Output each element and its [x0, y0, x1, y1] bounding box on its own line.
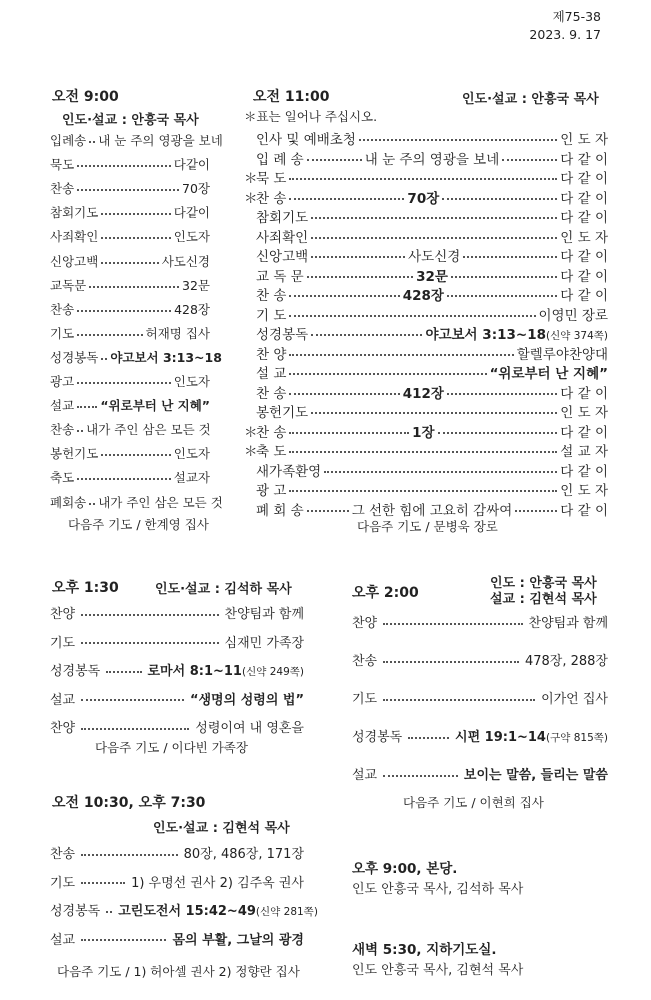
order-label: 찬양 [50, 721, 76, 736]
order-label: 찬 송 [256, 424, 287, 441]
service-leader: 인도 : 안흥국 목사 [490, 576, 597, 591]
order-row [244, 479, 608, 499]
order-label: 설교 [50, 932, 76, 948]
order-row [50, 372, 210, 390]
order-value: 인 도 자 [560, 483, 608, 499]
order-label: 입 례 송 [256, 151, 304, 168]
order-label: 성경봉독 [50, 904, 101, 919]
order-row [50, 493, 223, 511]
order-row [50, 900, 318, 919]
order-label: 폐회송 [50, 494, 87, 510]
leader-dots [101, 262, 158, 264]
order-value: 설 교 자 [560, 444, 608, 460]
order-detail: 1장 [412, 424, 435, 441]
order-value: 로마서 8:1~11 [147, 664, 242, 679]
leader-dots [311, 237, 557, 239]
order-label: 성경봉독 [50, 349, 99, 365]
leader-dots [307, 159, 362, 161]
leader-dots [463, 256, 557, 258]
leader-dots [101, 213, 170, 215]
leader-dots [289, 315, 535, 317]
order-value: 70장 [182, 181, 210, 197]
order-value: 할렐루야찬양대 [516, 346, 608, 363]
order-row [50, 131, 223, 149]
leader-dots [307, 276, 413, 278]
order-label: 찬양 [352, 616, 378, 631]
service-leader: 인도·설교 : 안흥국 목사 [462, 92, 599, 107]
order-value: 다 같 이 [560, 268, 609, 285]
leader-dots [515, 510, 557, 512]
order-value: 내 눈 주의 영광을 보네 [98, 133, 223, 148]
order-value: 이가언 집사 [541, 692, 608, 707]
order-row [244, 245, 608, 265]
leader-dots [289, 198, 404, 200]
order-detail: 70장 [407, 190, 440, 207]
order-value: 야고보서 3:13~18 [425, 327, 546, 343]
next-week-prayer: 다음주 기도 / 1) 허아셀 권사 2) 정향란 집사 [57, 964, 300, 979]
order-detail: 32문 [416, 268, 448, 285]
leader-dots [89, 503, 95, 505]
leader-dots [101, 237, 170, 239]
order-label: 설교 [50, 692, 76, 708]
order-label: 찬 양 [256, 346, 287, 363]
order-label: 봉헌기도 [50, 446, 99, 462]
leader-dots [451, 276, 557, 278]
leader-dots [77, 406, 97, 408]
order-value: 설교자 [173, 470, 210, 486]
leader-dots [383, 775, 458, 777]
leader-dots [81, 939, 166, 941]
leader-dots [447, 295, 557, 297]
service-title: 오전 9:00 [52, 89, 119, 105]
order-label: 기도 [50, 875, 76, 891]
order-row [50, 203, 210, 221]
leader-dots [77, 430, 83, 432]
leader-dots [106, 671, 141, 673]
order-row [352, 764, 608, 783]
order-value: 인 도 자 [560, 229, 608, 246]
order-row [244, 206, 608, 226]
order-label: 찬 송 [256, 288, 287, 304]
order-value: 인 도 자 [560, 405, 608, 421]
leader-dots [289, 373, 486, 375]
order-label: 입례송 [50, 133, 87, 148]
service-leader: 인도 안흥국 목사, 김석하 목사 [352, 882, 524, 897]
leader-dots [101, 454, 170, 456]
order-value: 성령이여 내 영혼을 [195, 721, 304, 736]
order-row [244, 343, 608, 363]
order-label: 기 도 [256, 307, 287, 324]
order-label: 기도 [50, 635, 76, 651]
order-row [244, 440, 608, 460]
leader-dots [77, 189, 179, 191]
order-value: 다 같 이 [560, 151, 609, 168]
order-value: 다 같 이 [560, 424, 608, 441]
order-value: 32문 [182, 277, 210, 293]
order-row [50, 179, 210, 197]
order-value: 다 같 이 [560, 502, 608, 519]
order-row [50, 689, 304, 708]
order-label: 설교 [352, 768, 378, 783]
order-detail: 내 눈 주의 영광을 보네 [364, 151, 500, 168]
order-value: 다 같 이 [560, 171, 608, 187]
order-label: 찬송 [50, 301, 75, 317]
order-row [50, 420, 210, 438]
standing-mark: ＊ [244, 424, 258, 441]
order-value: 내가 주인 삼은 모든 것 [86, 422, 211, 438]
order-label: 새가족환영 [256, 463, 322, 480]
issue-number: 제75-38 [552, 9, 601, 24]
order-value: “위로부터 난 지혜” [100, 398, 210, 414]
order-label: 참회기도 [256, 210, 309, 226]
page-ref: (구약 815쪽) [545, 732, 608, 744]
leader-dots [311, 256, 405, 258]
leader-dots [502, 159, 557, 161]
order-value: 다 같 이 [560, 288, 609, 304]
order-value: 다 같 이 [560, 249, 608, 265]
service-title: 오전 11:00 [253, 89, 330, 105]
order-detail: 사도신경 [408, 249, 461, 265]
leader-dots [81, 882, 125, 884]
order-row [50, 660, 304, 679]
order-row [244, 167, 608, 187]
order-label: 광고 [50, 374, 75, 389]
leader-dots [289, 295, 399, 297]
issue-info [529, 8, 601, 44]
order-label: 찬양 [50, 607, 76, 622]
next-week-prayer: 다음주 기도 / 이현희 집사 [403, 795, 544, 810]
order-value: 야고보서 3:13~18 [110, 349, 222, 365]
order-row [244, 382, 608, 402]
leader-dots [442, 198, 557, 200]
order-label: 교 독 문 [256, 268, 304, 285]
service-leader: 인도·설교 : 김석하 목사 [155, 582, 292, 597]
service-preacher: 설교 : 김현석 목사 [490, 592, 597, 607]
order-label: 성경봉독 [50, 664, 101, 679]
order-value: 다 같 이 [560, 210, 608, 226]
leader-dots [81, 854, 178, 856]
leader-dots [81, 728, 189, 730]
order-label: 축도 [50, 470, 75, 486]
order-label: 설 교 [256, 366, 287, 382]
order-row [50, 843, 304, 862]
order-label: 신앙고백 [50, 253, 99, 269]
order-value: 몸의 부활, 그날의 광경 [172, 932, 304, 948]
order-label: 인사 및 예배초청 [256, 132, 356, 148]
order-value: “생명의 성령의 법” [189, 692, 304, 708]
order-value: 심재민 가족장 [224, 635, 304, 651]
order-value: 80장, 486장, 171장 [183, 847, 304, 862]
order-detail: 412장 [402, 385, 444, 402]
leader-dots [289, 178, 557, 180]
service-leader: 인도 안흥국 목사, 김현석 목사 [352, 963, 524, 978]
leader-dots [289, 451, 557, 453]
order-row [50, 276, 210, 294]
order-row [50, 632, 304, 651]
order-row [244, 401, 608, 421]
order-row [50, 252, 210, 270]
order-label: 참회기도 [50, 205, 99, 221]
order-row [50, 300, 210, 318]
order-row [352, 612, 608, 631]
order-row [244, 148, 608, 168]
order-value: 사도신경 [161, 253, 210, 269]
service-title: 오후 9:00, 본당. [352, 861, 458, 877]
order-label: 성경봉독 [256, 327, 309, 343]
order-value: 다같이 [173, 205, 210, 221]
standing-mark: ＊ [244, 171, 258, 187]
order-detail: 그 선한 힘에 고요히 감싸여 [351, 502, 513, 519]
leader-dots [81, 642, 218, 644]
leader-dots [289, 354, 513, 356]
leader-dots [408, 737, 449, 739]
order-row [244, 323, 608, 343]
order-label: 기도 [352, 692, 378, 707]
leader-dots [383, 699, 535, 701]
standing-notice: ＊표는 일어나 주십시오. [244, 109, 378, 124]
order-label: 봉헌기도 [256, 405, 309, 421]
standing-mark: ＊ [244, 190, 258, 207]
leader-dots [89, 286, 179, 288]
order-row [50, 227, 210, 245]
order-label: 성경봉독 [352, 730, 403, 745]
order-row [352, 650, 608, 669]
order-value: 인도자 [173, 374, 210, 389]
order-row [50, 444, 210, 462]
order-label: 찬 송 [256, 190, 287, 207]
order-value: 다 같 이 [560, 385, 609, 402]
order-label: 찬송 [50, 422, 75, 438]
next-week-prayer: 다음주 기도 / 이다빈 가족장 [95, 740, 248, 755]
order-value: 인도자 [173, 446, 210, 462]
order-row [50, 155, 210, 173]
service-leader: 인도·설교 : 안흥국 목사 [62, 113, 199, 128]
order-label: 광 고 [256, 483, 287, 499]
leader-dots [289, 393, 399, 395]
page-ref: (신약 249쪽) [241, 666, 304, 678]
service-title: 오후 2:00 [352, 585, 419, 601]
order-row [244, 460, 608, 480]
service-leader: 인도·설교 : 김현석 목사 [153, 821, 290, 836]
leader-dots [311, 334, 422, 336]
order-value: 이영민 장로 [538, 307, 608, 324]
service-title: 오전 10:30, 오후 7:30 [52, 795, 206, 811]
order-value: 428장 [174, 301, 210, 317]
leader-dots [311, 217, 557, 219]
order-label: 찬송 [50, 847, 76, 862]
leader-dots [81, 614, 218, 616]
order-value: 인 도 자 [560, 132, 608, 148]
leader-dots [289, 490, 557, 492]
order-row [244, 304, 608, 324]
next-week-prayer: 다음주 기도 / 한계영 집사 [68, 517, 209, 532]
order-row [50, 468, 210, 486]
standing-mark: ＊ [244, 444, 258, 460]
issue-date: 2023. 9. 17 [529, 27, 601, 42]
leader-dots [89, 141, 95, 143]
leader-dots [77, 382, 171, 384]
leader-dots [77, 165, 171, 167]
order-label: 사죄확인 [256, 229, 309, 246]
order-label: 묵도 [50, 157, 75, 173]
order-row [50, 717, 304, 736]
order-label: 축 도 [256, 444, 287, 460]
order-value: 찬양팀과 함께 [528, 616, 608, 631]
leader-dots [383, 661, 519, 663]
order-row [244, 128, 608, 148]
order-row [50, 929, 304, 948]
order-value: 1) 우명선 권사 2) 김주옥 권사 [131, 875, 304, 891]
leader-dots [438, 432, 558, 434]
order-label: 설교 [50, 398, 75, 414]
order-label: 찬 송 [256, 385, 287, 402]
service-title: 새벽 5:30, 지하기도실. [352, 942, 497, 958]
order-row [50, 348, 222, 366]
next-week-prayer: 다음주 기도 / 문병욱 장로 [357, 519, 498, 534]
order-value: 다 같 이 [560, 190, 609, 207]
order-label: 기도 [50, 325, 75, 341]
order-row [244, 284, 608, 304]
order-value: 인도자 [173, 229, 210, 245]
order-value: 다 같 이 [560, 463, 608, 480]
order-row [50, 872, 304, 891]
leader-dots [289, 432, 409, 434]
service-title: 오후 1:30 [52, 580, 119, 596]
order-label: 신앙고백 [256, 249, 309, 265]
order-value: 다같이 [173, 157, 210, 173]
order-label: 찬송 [50, 181, 75, 197]
order-label: 사죄확인 [50, 229, 99, 245]
leader-dots [359, 139, 557, 141]
order-label: 찬송 [352, 654, 378, 669]
order-row [244, 265, 608, 285]
leader-dots [101, 358, 107, 360]
order-label: 폐 회 송 [256, 502, 304, 519]
page-ref: (신약 374쪽) [545, 330, 608, 342]
order-value: 478장, 288장 [524, 654, 608, 669]
order-detail: 428장 [402, 288, 444, 304]
order-row [50, 324, 210, 342]
order-value: 고린도전서 15:42~49 [118, 904, 256, 919]
leader-dots [77, 478, 171, 480]
order-row [244, 499, 608, 519]
order-row [50, 396, 210, 414]
leader-dots [77, 334, 142, 336]
order-value: 찬양팀과 함께 [224, 607, 304, 622]
page-ref: (신약 281쪽) [255, 906, 318, 918]
order-row [352, 688, 608, 707]
order-row [244, 362, 608, 382]
order-row [244, 187, 608, 207]
order-row [244, 226, 608, 246]
leader-dots [81, 699, 184, 701]
leader-dots [307, 510, 349, 512]
order-value: 보이는 말씀, 들리는 말씀 [463, 768, 608, 783]
leader-dots [77, 310, 171, 312]
order-row [244, 421, 608, 441]
leader-dots [324, 471, 557, 473]
leader-dots [106, 911, 112, 913]
leader-dots [447, 393, 557, 395]
leader-dots [383, 623, 522, 625]
order-row [352, 726, 608, 745]
order-value: 내가 주인 삼은 모든 것 [98, 494, 223, 510]
order-value: 시편 19:1~14 [455, 730, 546, 745]
order-label: 묵 도 [256, 171, 287, 187]
order-value: 허재명 집사 [145, 325, 210, 341]
order-label: 교독문 [50, 277, 87, 293]
order-row [50, 603, 304, 622]
order-value: “위로부터 난 지혜” [489, 366, 608, 382]
leader-dots [311, 412, 557, 414]
